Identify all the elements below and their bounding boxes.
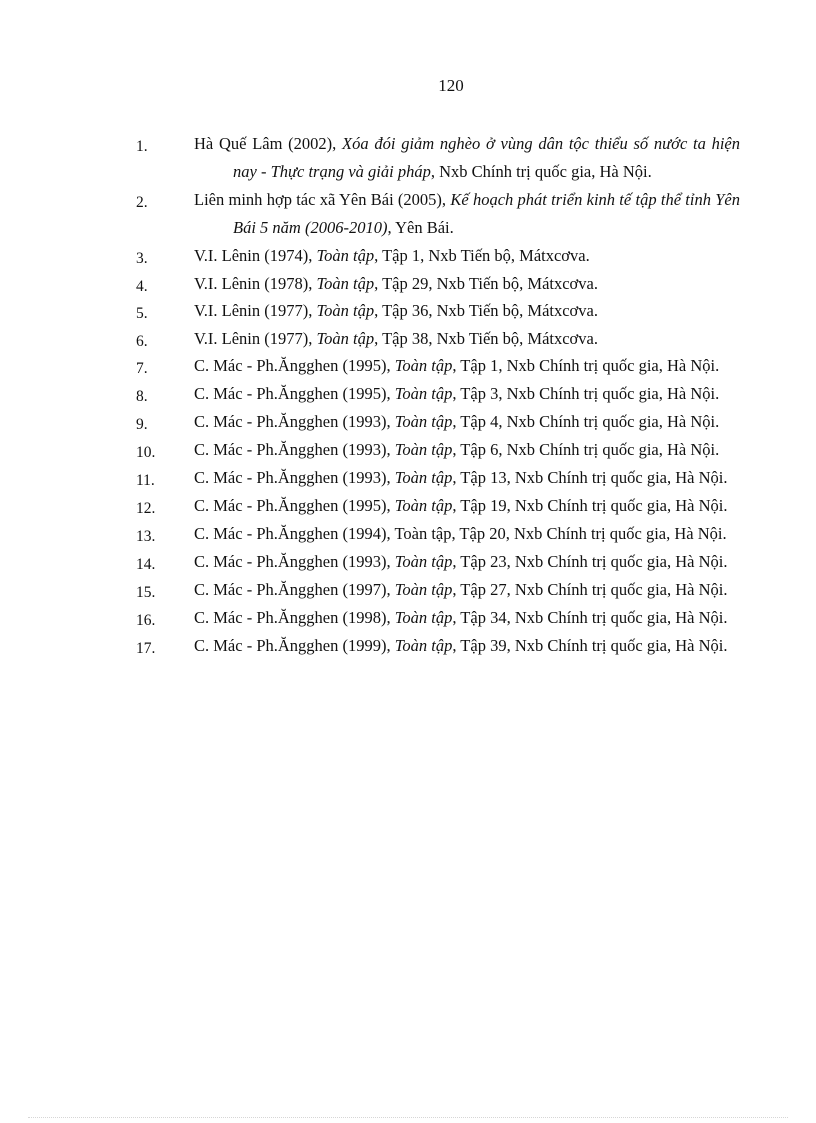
reference-author-year: C. Mác - Ph.Ăngghen (1993),: [194, 440, 395, 460]
reference-item: [136, 408, 740, 436]
reference-title: Toàn tập: [394, 356, 453, 376]
reference-publisher: , Tập 1, Nxb Tiến bộ, Mátxcơva.: [374, 246, 590, 265]
reference-title: Toàn tập: [316, 301, 375, 321]
reference-item: [136, 632, 740, 660]
reference-title: Toàn tập: [316, 246, 375, 265]
reference-number: 14.: [136, 556, 156, 574]
reference-item: [136, 436, 740, 464]
reference-item: [136, 380, 740, 408]
reference-number: 9.: [136, 416, 148, 434]
reference-number: 10.: [136, 444, 156, 462]
reference-publisher: , Tập 36, Nxb Tiến bộ, Mátxcơva.: [374, 301, 598, 321]
reference-number: 2.: [136, 194, 148, 211]
reference-number: 13.: [136, 528, 156, 546]
reference-item: [136, 492, 740, 520]
reference-title: Toàn tập: [394, 552, 453, 572]
reference-number: 17.: [136, 640, 156, 658]
reference-item: [136, 548, 740, 576]
reference-number: 1.: [136, 138, 148, 155]
reference-title: Toàn tập: [394, 524, 452, 544]
reference-title: Toàn tập: [394, 440, 453, 460]
reference-item: [136, 130, 740, 186]
reference-item: [136, 464, 740, 492]
page-bottom-divider: [28, 1117, 788, 1118]
reference-publisher: , Tập 20, Nxb Chính trị quốc gia, Hà Nội.: [451, 524, 727, 544]
reference-author-year: C. Mác - Ph.Ăngghen (1994),: [194, 524, 395, 544]
reference-author-year: V.I. Lênin (1974),: [194, 246, 317, 265]
reference-item: [136, 520, 740, 548]
reference-title: Toàn tập: [394, 384, 453, 404]
reference-publisher: , Tập 3, Nxb Chính trị quốc gia, Hà Nội.: [452, 384, 720, 404]
reference-item: [136, 576, 740, 604]
reference-author-year: C. Mác - Ph.Ăngghen (1993),: [194, 412, 395, 432]
reference-title: Toàn tập: [316, 273, 375, 293]
reference-title: Toàn tập: [394, 496, 453, 516]
reference-author-year: V.I. Lênin (1977),: [194, 328, 317, 348]
reference-item: [136, 297, 740, 325]
reference-title: Toàn tập: [394, 636, 453, 656]
reference-item: [136, 186, 740, 242]
reference-number: 16.: [136, 612, 156, 630]
reference-number: 11.: [136, 472, 155, 490]
reference-number: 15.: [136, 584, 156, 602]
reference-author-year: Liên minh hợp tác xã Yên Bái (2005),: [194, 190, 451, 209]
reference-author-year: C. Mác - Ph.Ăngghen (1995),: [194, 496, 395, 516]
reference-title: Kế hoạch phát triển kinh tế tập thể tỉnh Yên Bái 5 năm (2006-2010): [233, 190, 740, 237]
reference-item: [136, 270, 740, 298]
reference-publisher: , Tập 38, Nxb Tiến bộ, Mátxcơva.: [374, 328, 598, 348]
reference-publisher: , Tập 23, Nxb Chính trị quốc gia, Hà Nội.: [452, 552, 728, 572]
reference-title: Toàn tập: [316, 328, 375, 348]
reference-list: [136, 130, 740, 660]
reference-title: Xóa đói giảm nghèo ở vùng dân tộc thiểu số nước ta hiện nay - Thực trạng và giải pháp: [233, 134, 740, 181]
reference-title: Toàn tập: [394, 468, 453, 488]
reference-title: Toàn tập: [394, 412, 453, 432]
reference-publisher: , Tập 13, Nxb Chính trị quốc gia, Hà Nội.: [452, 468, 728, 488]
reference-number: 7.: [136, 360, 148, 378]
reference-publisher: , Tập 34, Nxb Chính trị quốc gia, Hà Nội.: [452, 608, 728, 628]
reference-number: 4.: [136, 277, 148, 295]
reference-author-year: Hà Quế Lâm (2002),: [194, 134, 343, 153]
reference-publisher: , Nxb Chính trị quốc gia, Hà Nội.: [430, 162, 652, 181]
reference-item: [136, 325, 740, 353]
reference-title: Toàn tập: [394, 580, 453, 600]
reference-publisher: , Tập 1, Nxb Chính trị quốc gia, Hà Nội.: [452, 356, 720, 376]
reference-title: Toàn tập: [394, 608, 453, 628]
reference-number: 6.: [136, 332, 148, 350]
reference-item: [136, 604, 740, 632]
reference-author-year: C. Mác - Ph.Ăngghen (1998),: [194, 608, 395, 628]
reference-author-year: V.I. Lênin (1977),: [194, 301, 317, 321]
reference-author-year: C. Mác - Ph.Ăngghen (1993),: [194, 552, 395, 572]
reference-number: 12.: [136, 500, 156, 518]
reference-author-year: C. Mác - Ph.Ăngghen (1993),: [194, 468, 395, 488]
reference-publisher: , Tập 27, Nxb Chính trị quốc gia, Hà Nội.: [452, 580, 728, 600]
reference-author-year: V.I. Lênin (1978),: [194, 273, 317, 293]
reference-number: 8.: [136, 388, 148, 406]
reference-publisher: , Tập 39, Nxb Chính trị quốc gia, Hà Nội.: [452, 636, 728, 656]
reference-author-year: C. Mác - Ph.Ăngghen (1999),: [194, 636, 395, 656]
reference-publisher: , Tập 6, Nxb Chính trị quốc gia, Hà Nội.: [452, 440, 720, 460]
reference-number: 3.: [136, 250, 148, 267]
reference-item: [136, 242, 740, 270]
reference-publisher: , Tập 4, Nxb Chính trị quốc gia, Hà Nội.: [452, 412, 720, 432]
reference-author-year: C. Mác - Ph.Ăngghen (1995),: [194, 384, 395, 404]
reference-number: 5.: [136, 305, 148, 323]
reference-author-year: C. Mác - Ph.Ăngghen (1995),: [194, 356, 395, 376]
reference-publisher: , Tập 19, Nxb Chính trị quốc gia, Hà Nội.: [452, 496, 728, 516]
reference-item: [136, 352, 740, 380]
reference-author-year: C. Mác - Ph.Ăngghen (1997),: [194, 580, 395, 600]
page-number: 120: [438, 76, 464, 95]
reference-publisher: , Tập 29, Nxb Tiến bộ, Mátxcơva.: [374, 273, 598, 293]
reference-publisher: , Yên Bái.: [387, 218, 454, 237]
